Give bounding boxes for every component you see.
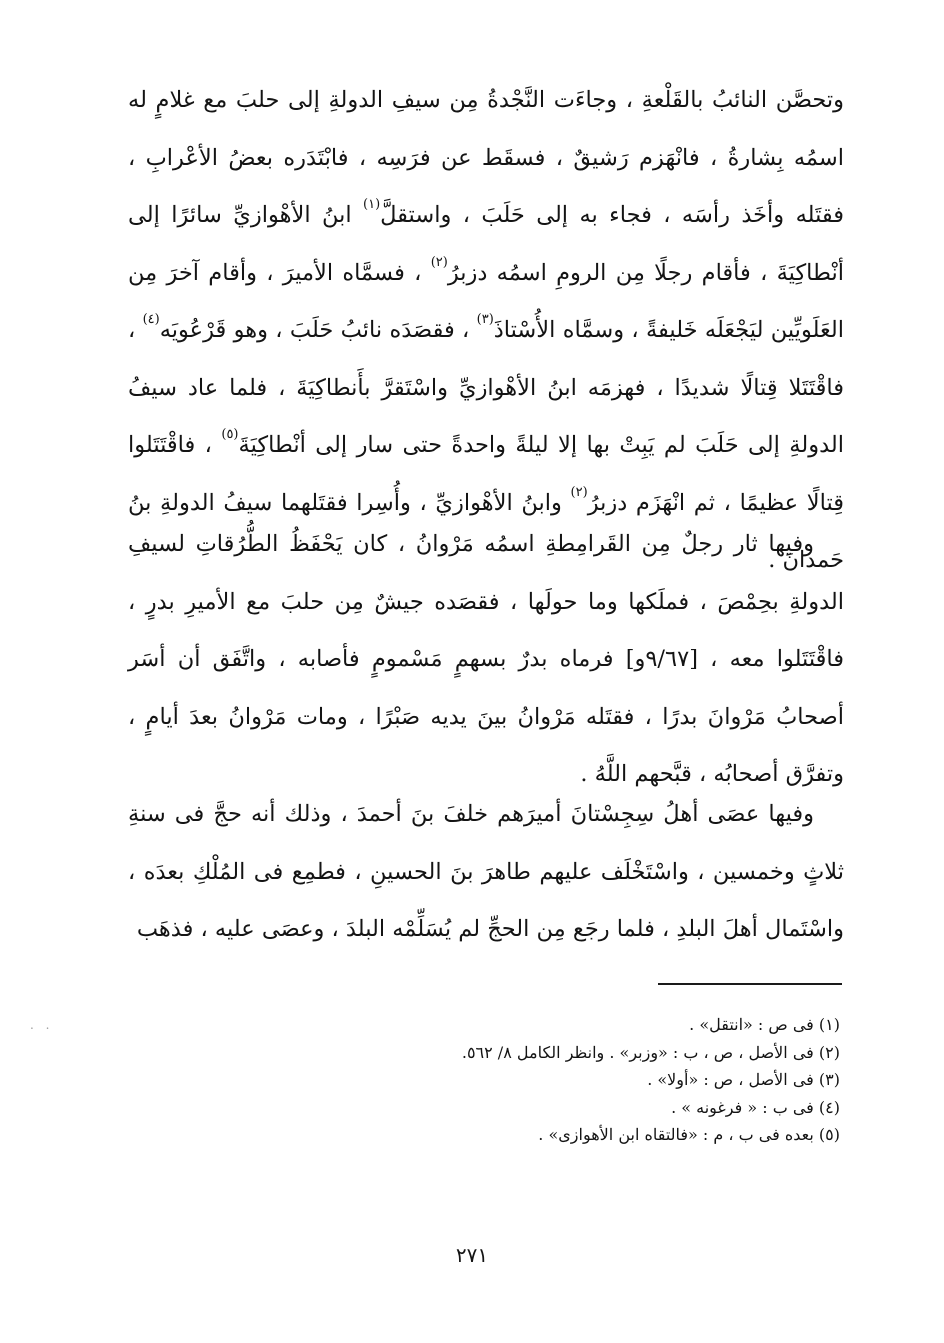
- paragraph-1-text-2: ابنُ الأهْوازيِّ سائرًا إلى أنْطاكِيَةَ ، فأقام رجلًا مِن الرومِ اسمُه دزبرُ: [128, 202, 844, 286]
- footnote-2: (٢) فى الأصل ، ص ، ب : «وزبر» . وانظر الكامل ٨/ ٥٦٢.: [461, 1042, 840, 1062]
- footnote-marker-3[interactable]: (٣): [476, 312, 494, 327]
- footnote-5: (٥) بعده فى ب ، م : «فالتقاه ابن الأهوازى» .: [538, 1125, 840, 1144]
- footnote-3: (٣) فى الأصل ، ص : «أولا» .: [647, 1070, 840, 1089]
- footnote-1: (١) فى ص : «انتقل» .: [689, 1015, 840, 1034]
- paragraph-2: وفيها ثار رجلٌ مِن القَرامِطةِ اسمُه مَرْوانُ ، كان يَحْفَظُ الطُّرُقاتِ لسيفِ الدولةِ بحِمْصَ ، فملَكها وما حولَها ، فقصَده جيشٌ مِن حلبَ مع الأميرِ بدرٍ ، فاقْتَتَلوا معه ، [٩/٦٧و] فرماه بدرٌ بسهمٍ مَسْمومٍ فأصابه ، واتَّفَق أن أسَر أصحابُ مَرْوانَ بدرًا ، فقتَله مَرْوانُ بينَ يديه صَبْرًا ، ومات مَرْوانُ بعدَ أيامٍ ، وتفرَّق أصحابُه ، قبَّحهم اللَّهُ .: [128, 531, 844, 787]
- paragraph-1-text-4: ، فقصَدَه نائبُ حَلَبَ ، وهو قَرْعُويَه: [159, 317, 477, 343]
- footnote-marker-5[interactable]: (٥): [221, 427, 239, 442]
- footnote-4: (٤) فى ب : « فرغونه » .: [671, 1097, 840, 1117]
- page-number: ٢٧١: [455, 1243, 489, 1267]
- paragraph-1-text-3: ، فسمَّاه الأميرَ ، وأقام آخرَ مِن العَلَويِّين ليَجْعَلَه خَليفةً ، وسمَّاه الأُسْتاذَ: [128, 259, 844, 343]
- paragraph-1-text-6: ، فاقْتَتَلوا قِتالًا عظيمًا ، ثم انْهَزَم دزبرُ: [128, 432, 844, 516]
- footnote-marker-1[interactable]: (١): [363, 197, 381, 212]
- footnote-marker-2-repeat[interactable]: (٢): [570, 484, 588, 500]
- footnote-marker-4[interactable]: (٤): [142, 312, 160, 327]
- footnotes-list: [300, 1011, 840, 1149]
- paragraph-1-text-5: ، فاقْتَتَلا قِتالًا شديدًا ، فهزمَه ابنُ الأهْوازيِّ واسْتَقرَّ بأَنطاكِيَةَ ، فلما عاد سيفُ الدولةِ إلى حَلَبَ لم يَبِتْ بها إلا ليلةً واحدةً حتى سار إلى أنْطاكِيَةَ: [128, 317, 844, 458]
- paragraph-3: وفيها عصَى أهلُ سِجِسْتانَ أميرَهم خلفَ بنَ أحمدَ ، وذلك أنه حجَّ فى سنةِ ثلاثٍ وخمسين ، واسْتَخْلَف عليهم طاهرَ بنَ الحسينِ ، فطمِع فى المُلْكِ بعدَه ، واسْتَمال أهلَ البلدِ ، فلما رجَع مِن الحجِّ لم يُسَلِّمْه البلدَ ، وعصَى عليه ، فذهَب: [128, 801, 844, 942]
- paragraph-1: [128, 72, 844, 590]
- footnote-marker-2[interactable]: (٢): [430, 254, 448, 270]
- paragraph-1-text-7: وابنُ الأهْوازيِّ ، وأُسِرا فقتَلهما سيفُ الدولةِ بنُ حَمدانَ .: [128, 489, 844, 573]
- margin-mark: . .: [30, 1018, 54, 1032]
- footnote-divider: [658, 983, 842, 985]
- paragraph-1-text-1: وتحصَّن النائبُ بالقَلْعةِ ، وجاءَت النَّجْدةُ مِن سيفِ الدولةِ إلى حلبَ مع غلامٍ له اسمُه بِشارةُ ، فانْهَزم رَشيقٌ ، فسقَط عن فرَسِه ، فابْتَدَره بعضُ الأعْرابِ ، فقتَله وأخَذ رأسَه ، فجاء به إلى حَلَبَ ، واستقلَّ: [128, 87, 845, 228]
